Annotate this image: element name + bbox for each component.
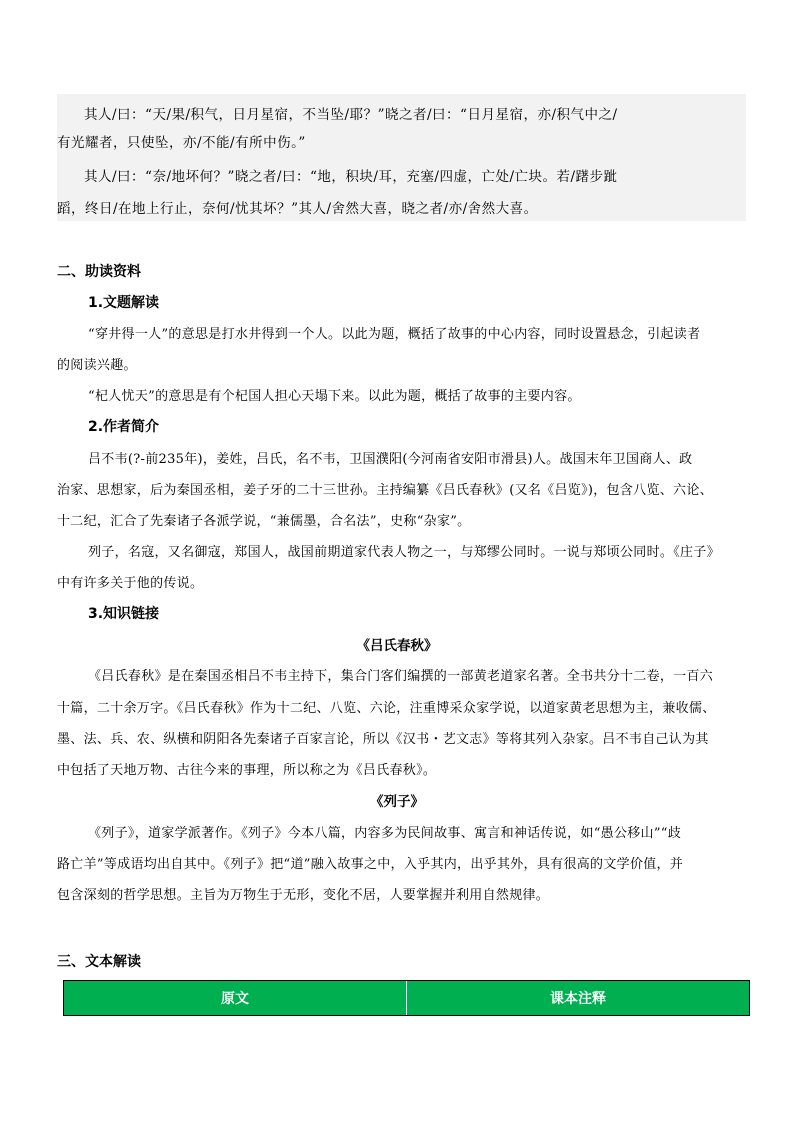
sub2-p1-line2: 治家、思想家，后为秦国丞相，姜子牙的二十三世孙。主持编纂《吕氏春秋》(又名《吕览》)，包含八览、六论、 (57, 483, 713, 498)
sub1-p1-line1: “穿井得一人”的意思是打水井得到一个人。以此为题，概括了故事的中心内容，同时设置悬念，引起读者 (88, 327, 701, 342)
quote-line-3: 其人/曰：“奈/地坏何？”晓之者/曰：“地，积块/耳，充塞/四虚，亡处/亡块。若/躇步跐 (84, 169, 618, 185)
quote-line-1: 其人/曰：“天/果/积气，日月星宿，不当坠/耶？”晓之者/曰：“日月星宿，亦/积气中之/ (84, 107, 618, 123)
book2-line1: 《列子》，道家学派著作。《列子》今本八篇，内容多为民间故事、寓言和神话传说，如“愚公移山”“歧 (88, 826, 682, 841)
sub2-p2-line2: 中有许多关于他的传说。 (57, 576, 204, 591)
section2-heading: 二、助读资料 (57, 264, 141, 280)
book1-line3: 墨、法、兵、农、纵横和阴阳各先秦诸子百家言论，所以《汉书・艺文志》等将其列入杂家。吕不韦自己认为其 (57, 732, 709, 747)
book2-line2: 路亡羊”等成语均出自其中。《列子》把“道”融入故事之中，入乎其内，出乎其外，具有很高的文学价值，并 (57, 857, 684, 872)
quote-box (57, 94, 746, 221)
book1-title: 《吕氏春秋》 (356, 638, 438, 654)
sub2-p2-line1: 列子，名寇，又名御寇，郑国人，战国前期道家代表人物之一，与郑缪公同时。一说与郑顷公同时。《庄子》 (88, 545, 720, 560)
book1-line2: 十篇，二十余万字。《吕氏春秋》作为十二纪、八览、六论，注重博采众家学说，以道家黄老思想为主，兼收儒、 (57, 701, 716, 716)
sub1-heading: 1.文题解读 (88, 295, 160, 311)
sub1-p1-line2: 的阅读兴趣。 (57, 358, 137, 373)
quote-line-2: 有光耀者，只使坠，亦/不能/有所中伤。” (57, 135, 306, 151)
sub2-heading: 2.作者简介 (88, 419, 160, 435)
sub2-p1-line3: 十二纪，汇合了先秦诸子各派学说，“兼儒墨，合名法”，史称“杂家”。 (57, 514, 471, 529)
section3-heading: 三、文本解读 (57, 954, 141, 970)
quote-line-4: 蹈，终日/在地上行止，奈何/忧其坏？”其人/舍然大喜，晓之者/亦/舍然大喜。 (57, 201, 538, 217)
table-header-notes: 课本注释 (406, 981, 749, 1015)
sub1-p2: “杞人忧天”的意思是有个杞国人担心天塌下来。以此为题，概括了故事的主要内容。 (88, 389, 581, 404)
book2-title: 《列子》 (370, 794, 424, 810)
sub2-p1-line1: 吕不韦(?-前235年)，姜姓，吕氏，名不韦，卫国濮阳(今河南省安阳市滑县)人。战国末年卫国商人、政 (88, 452, 693, 467)
book1-line1: 《吕氏春秋》是在秦国丞相吕不韦主持下，集合门客们编撰的一部黄老道家名著。全书共分十二卷，一百六 (88, 669, 714, 684)
sub3-heading: 3.知识链接 (88, 606, 160, 622)
book1-line4: 中包括了天地万物、古往今来的事理，所以称之为《吕氏春秋》。 (57, 763, 437, 778)
table-header-original: 原文 (221, 991, 249, 1007)
notes-table-header (63, 980, 750, 1016)
book2-line3: 包含深刻的哲学思想。主旨为万物生于无形，变化不居，人要掌握并利用自然规律。 (57, 888, 550, 903)
